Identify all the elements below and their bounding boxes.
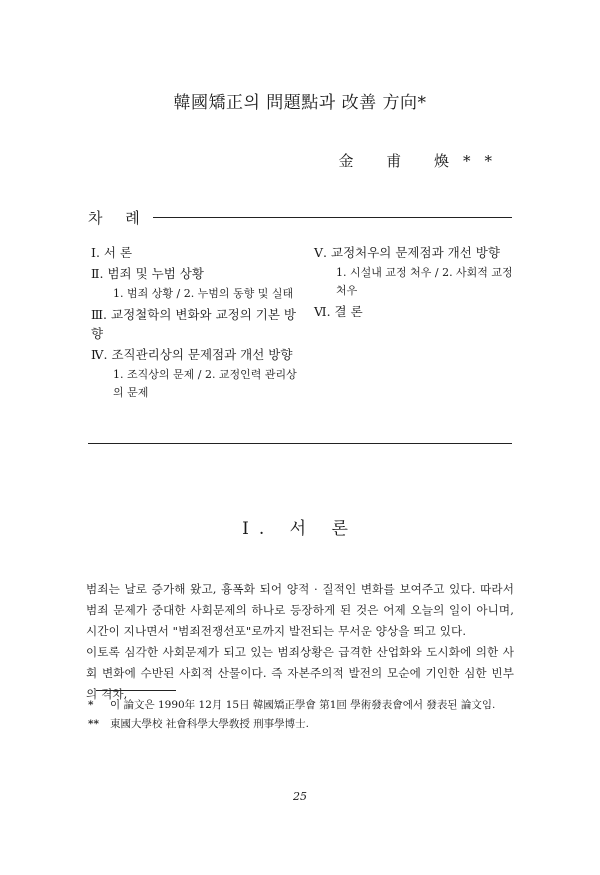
toc-item-label: 조직관리상의 문제점과 개선 방향 bbox=[111, 347, 293, 362]
toc-item-label: 결 론 bbox=[334, 304, 363, 319]
body-text bbox=[86, 579, 514, 705]
toc-item bbox=[91, 345, 306, 364]
toc-item bbox=[91, 264, 306, 283]
toc-item bbox=[91, 243, 306, 262]
toc-header bbox=[88, 207, 512, 227]
footnotes bbox=[88, 696, 518, 734]
toc-item-number: Ⅴ. bbox=[314, 245, 328, 260]
toc-rule bbox=[153, 217, 512, 218]
toc-item-number: Ⅳ. bbox=[91, 347, 108, 362]
footnote-text: 東國大學校 社會科學大學敎授 刑事學博士. bbox=[110, 718, 310, 730]
toc-left-column bbox=[91, 243, 306, 404]
section-heading: Ⅰ. 서 론 bbox=[242, 519, 358, 539]
toc-right-column bbox=[314, 243, 519, 323]
paragraph: 범죄는 날로 증가해 왔고, 흉폭화 되어 양적 · 질적인 변화를 보여주고 있다. 따라서 범죄 문제가 중대한 사회문제의 하나로 등장하게 된 것은 어제 오늘의 일이 아니며, 시간이 지나면서 "범죄전쟁선포"로까지 발전되는 무서운 양상을 띄고 있다. bbox=[86, 582, 514, 638]
toc-item bbox=[314, 243, 519, 262]
paragraph: 이토록 심각한 사회문제가 되고 있는 범죄상황은 급격한 산업화와 도시화에 의한 사회 변화에 수반된 사회적 산물이다. 즉 자본주의적 발전의 모순에 기인한 심한 빈부의 격차, bbox=[86, 645, 514, 701]
footnote bbox=[88, 696, 518, 715]
page-title: 韓國矯正의 問題點과 改善 方向* bbox=[173, 93, 427, 113]
toc-item-label: 교정철학의 변화와 교정의 기본 방향 bbox=[91, 307, 296, 341]
toc-item-number: Ⅱ. bbox=[91, 266, 104, 281]
toc-subitems: 1. 조직상의 문제 / 2. 교정인력 관리상의 문제 bbox=[113, 368, 297, 399]
toc-item-label: 서 론 bbox=[103, 245, 133, 260]
toc-item-number: Ⅲ. bbox=[91, 307, 108, 322]
footnote-mark: ** bbox=[88, 718, 99, 730]
toc-item-number: Ⅵ. bbox=[314, 304, 331, 319]
toc-item bbox=[314, 302, 519, 321]
page-number: 25 bbox=[293, 790, 307, 803]
toc-item-label: 교정처우의 문제점과 개선 방향 bbox=[331, 245, 500, 260]
toc-bottom-rule bbox=[88, 443, 512, 444]
footnote-text: 이 論文은 1990年 12月 15日 韓國矯正學會 第1回 學術發表會에서 發表된 論文임. bbox=[110, 699, 496, 711]
author-name: 金 甫 煥** bbox=[338, 152, 506, 170]
toc-label: 차 례 bbox=[88, 208, 149, 227]
footnote-mark: * bbox=[88, 699, 94, 711]
toc-subitems: 1. 시설내 교정 처우 / 2. 사회적 교정 처우 bbox=[336, 266, 513, 297]
footnote bbox=[88, 715, 518, 734]
toc-subitems: 1. 범죄 상황 / 2. 누범의 동향 및 실태 bbox=[113, 287, 294, 300]
toc-item-label: 범죄 및 누범 상황 bbox=[107, 266, 204, 281]
toc-item bbox=[91, 305, 306, 343]
toc-item-number: Ⅰ. bbox=[91, 245, 100, 260]
footnote-rule bbox=[96, 690, 176, 691]
